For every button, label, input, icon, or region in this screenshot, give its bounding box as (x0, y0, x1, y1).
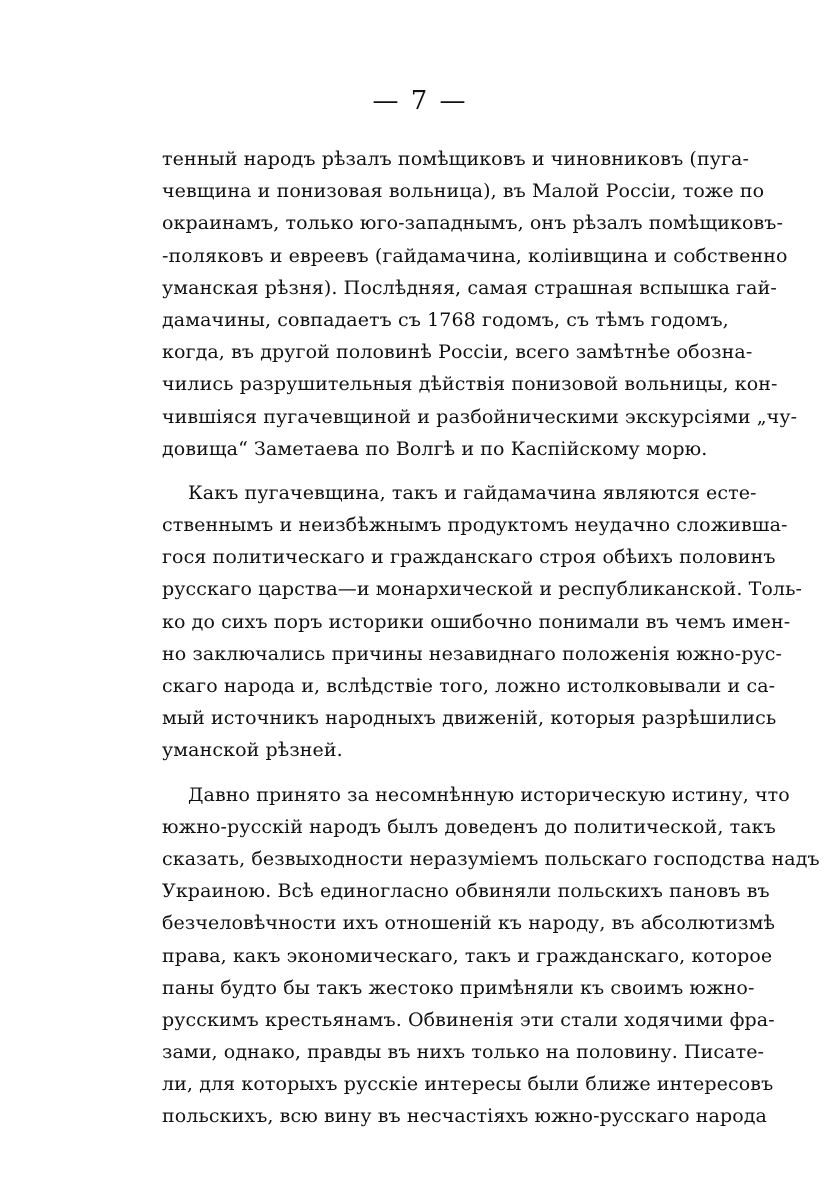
text-line: ли, для которыхъ русскіе интересы были ближе интересовъ (162, 1073, 774, 1096)
text-line: ко до сихъ поръ историки ошибочно понимали въ чемъ имен- (162, 610, 791, 633)
text-line: окраинамъ, только юго-западнымъ, онъ рѣзалъ помѣщиковъ- (162, 212, 784, 235)
text-line: польскихъ, всю вину въ несчастіяхъ южно-русскаго народа (162, 1105, 767, 1128)
text-line: чившіяся пугачевщиной и разбойническими экскурсіями „чу- (162, 405, 798, 428)
text-line: ственнымъ и неизбѣжнымъ продуктомъ неудачно сложивша- (162, 514, 788, 537)
text-line: уманской рѣзней. (162, 739, 343, 762)
text-line: Какъ пугачевщина, такъ и гайдамачина являются есте- (188, 481, 757, 504)
text-line: южно-русскій народъ былъ доведенъ до политической, такъ (162, 815, 776, 838)
text-line: права, какъ экономическаго, такъ и гражданскаго, которое (162, 944, 773, 967)
text-line: гося политическаго и гражданскаго строя обѣихъ половинъ (162, 546, 776, 569)
paragraph (162, 143, 798, 465)
paragraph (162, 779, 820, 1133)
text-line: когда, въ другой половинѣ Россіи, всего замѣтнѣе обозна- (162, 341, 753, 364)
body-text (162, 143, 820, 1133)
text-line: -поляковъ и евреевъ (гайдамачина, коліивщина и собственно (162, 244, 788, 267)
text-line: чевщина и понизовая вольница), въ Малой Россіи, тоже по (162, 180, 765, 203)
page-number: — 7 — (372, 86, 468, 116)
text-line: сказать, безвыходности неразуміемъ польскаго господства надъ (162, 847, 820, 870)
paragraph-gap (162, 465, 728, 477)
text-line: русскимъ крестьянамъ. Обвиненія эти стали ходячими фра- (162, 1008, 775, 1031)
text-line: скаго народа и, вслѣдствіе того, ложно истолковывали и са- (162, 675, 776, 697)
text-line: дамачины, совпадаетъ съ 1768 годомъ, съ тѣмъ годомъ, (162, 308, 729, 331)
text-line: паны будто бы такъ жестоко примѣняли къ своимъ южно- (162, 976, 755, 999)
text-line: безчеловѣчности ихъ отношеній къ народу, въ абсолютизмѣ (162, 912, 776, 935)
text-line: мый источникъ народныхъ движеній, которыя разрѣшились (162, 707, 777, 730)
text-line: уманская рѣзня). Послѣдняя, самая страшная вспышка гай- (162, 276, 777, 299)
text-line: тенный народъ рѣзалъ помѣщиковъ и чиновниковъ (пуга- (162, 148, 749, 170)
text-line: русскаго царства—и монархической и республиканской. Толь- (162, 578, 803, 601)
paragraph (162, 477, 803, 767)
text-line: Украиною. Всѣ единогласно обвиняли польскихъ пановъ въ (162, 880, 770, 903)
text-line: довища“ Заметаева по Волгѣ и по Каспійскому морю. (162, 437, 708, 460)
paragraph-gap (162, 767, 728, 779)
text-line: но заключались причины незавиднаго положенія южно-рус- (162, 642, 783, 665)
text-line: зами, однако, правды въ нихъ только на половину. Писате- (162, 1041, 765, 1064)
text-line: чились разрушительныя дѣйствія понизовой вольницы, кон- (162, 373, 778, 396)
text-line: Давно принято за несомнѣнную историческую истину, что (188, 783, 790, 806)
